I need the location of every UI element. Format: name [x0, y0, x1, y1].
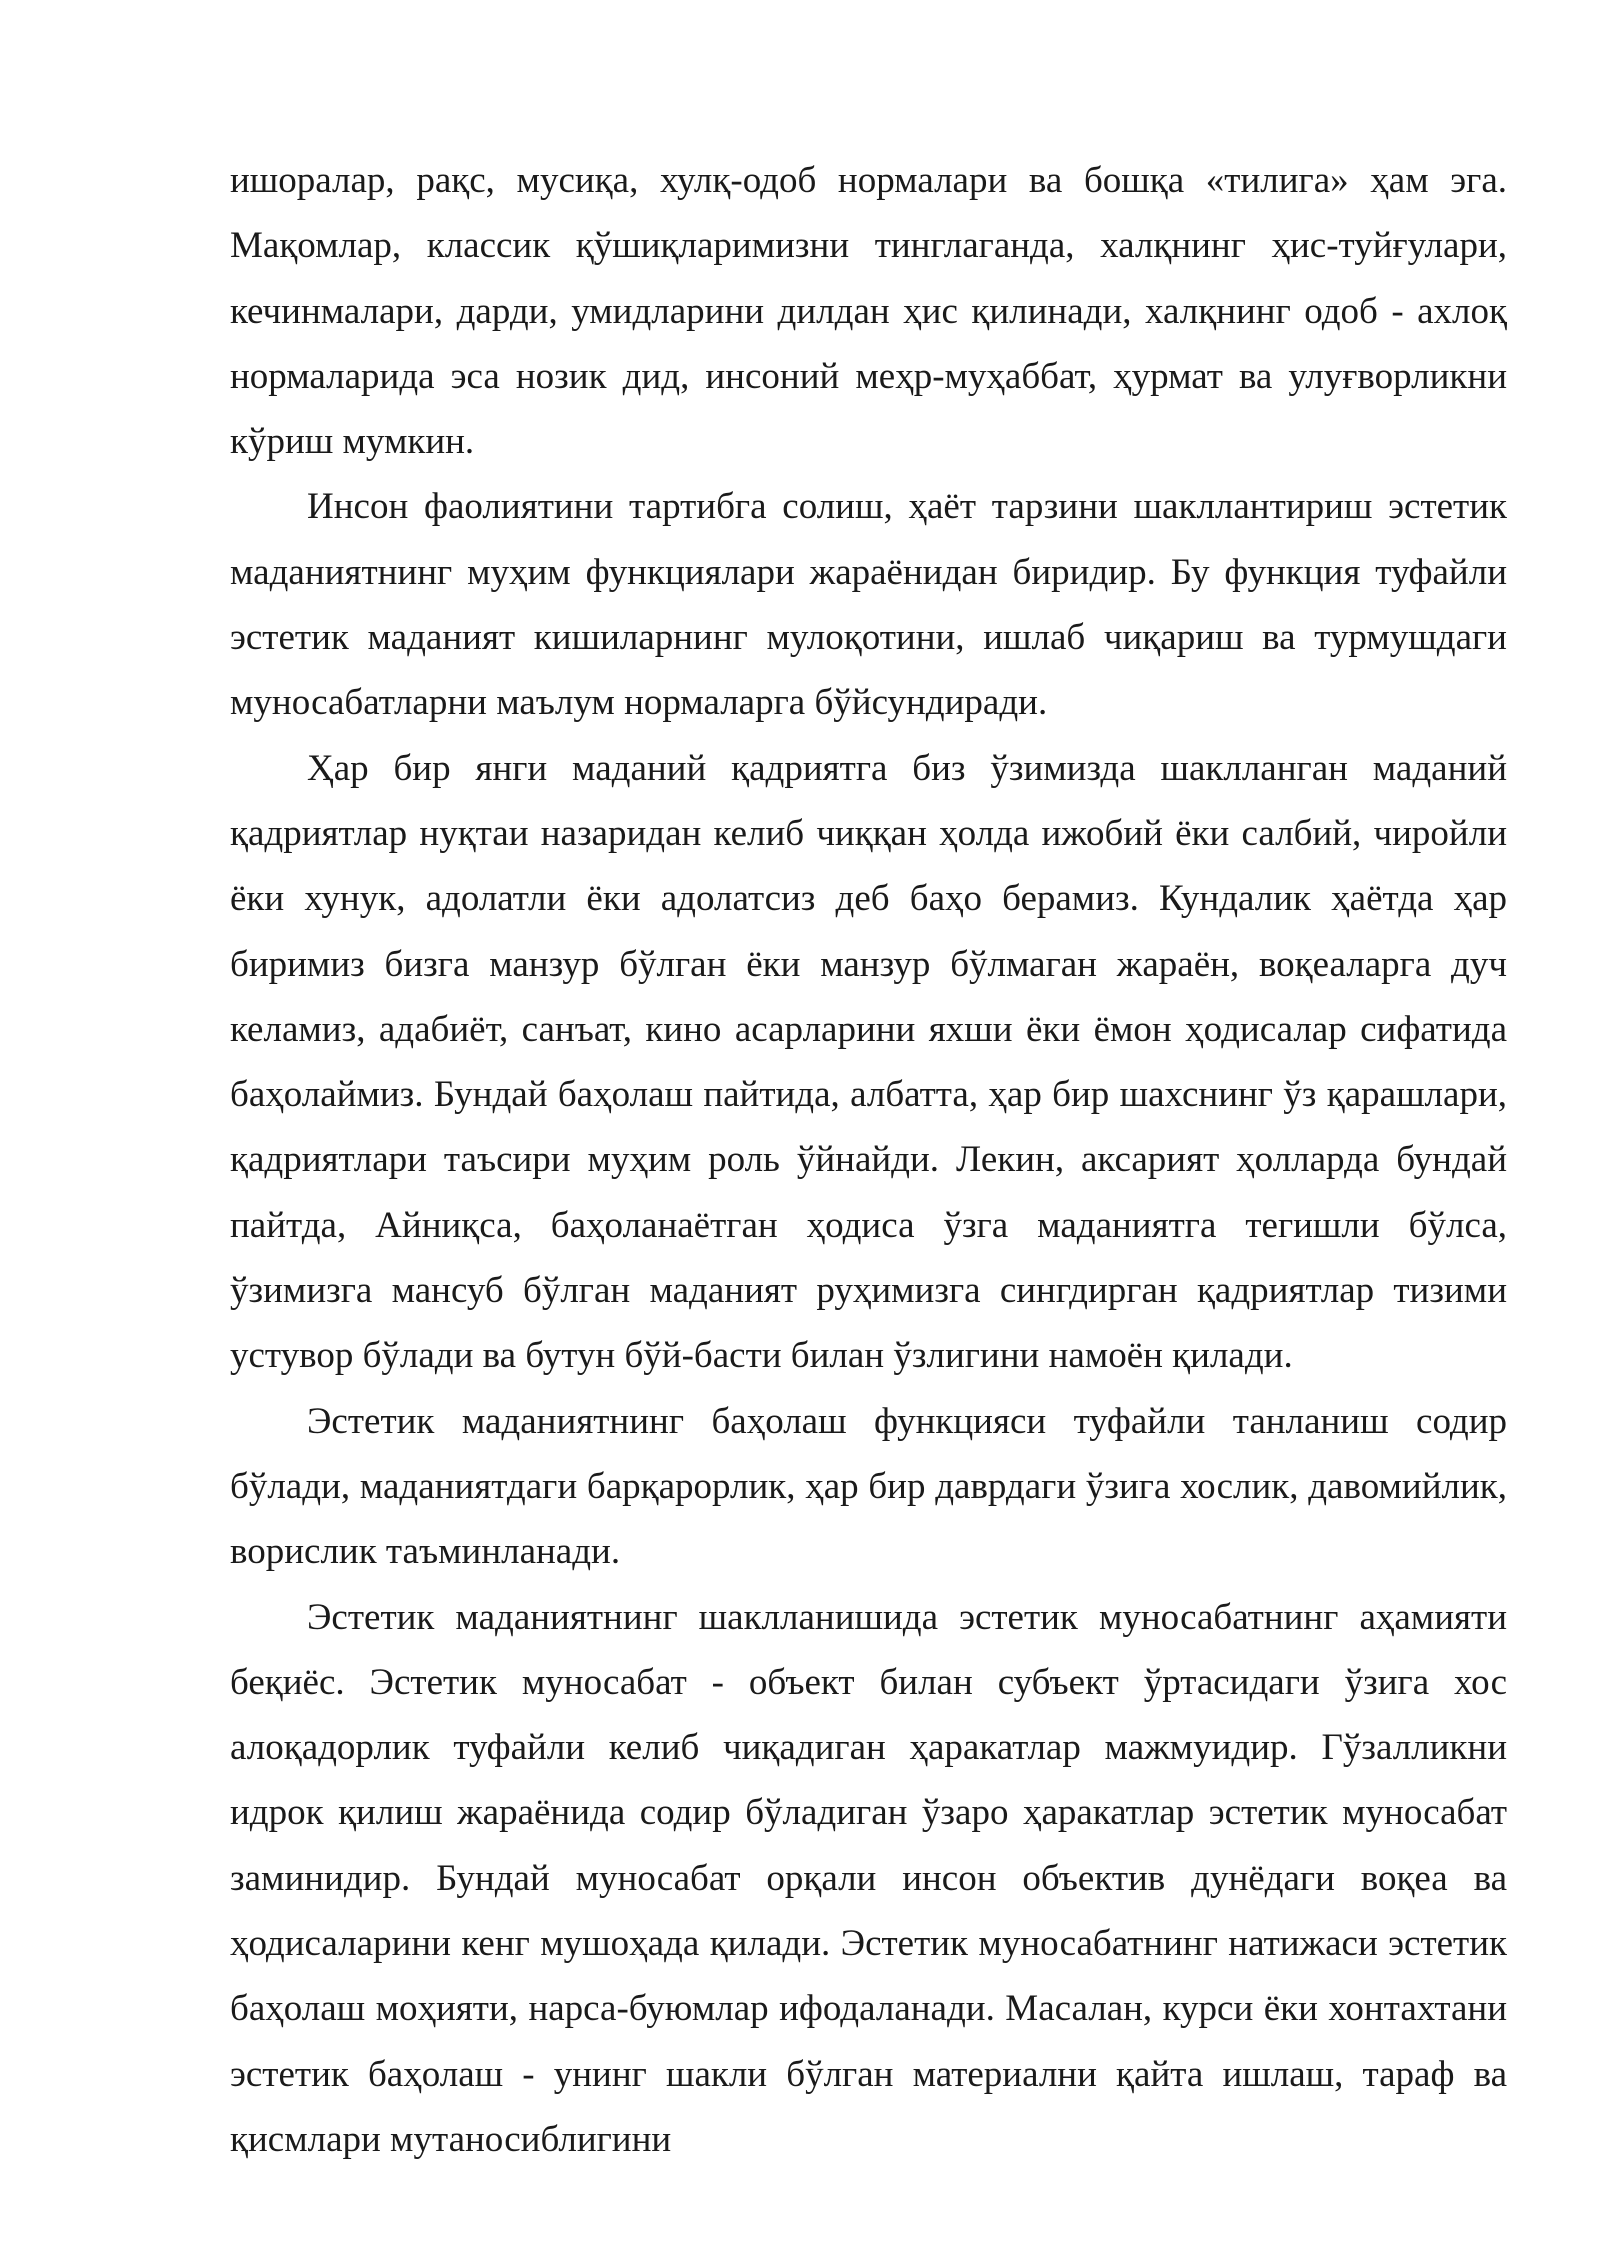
document-page: [230, 148, 1507, 2172]
paragraph-2: Инсон фаолиятини тартибга солиш, ҳаёт тарзини шакллантириш эстетик маданиятнинг муҳим функциялари жараёнидан биридир. Бу функция туфайли эстетик маданият кишиларнинг мулоқотини, ишлаб чиқариш ва турмушдаги муносабатларни маълум нормаларга бўйсундиради.: [230, 486, 1507, 724]
paragraph-5: Эстетик маданиятнинг шаклланишида эстетик муносабатнинг аҳамияти беқиёс. Эстетик муносабат - объект билан субъект ўртасидаги ўзига хос алоқадорлик туфайли келиб чиқадиган ҳаракатлар мажмуидир. Гўзалликни идрок қилиш жараёнида содир бўладиган ўзаро ҳаракатлар эстетик муносабат заминидир. Бундай муносабат орқали инсон объектив дунёдаги воқеа ва ҳодисаларини кенг мушоҳада қилади. Эстетик муносабатнинг натижаси эстетик баҳолаш моҳияти, нарса-буюмлар ифодаланади. Масалан, курси ёки хонтахтани эстетик баҳолаш - унинг шакли бўлган материални қайта ишлаш, тараф ва қисмлари мутаносиблигини: [230, 1596, 1507, 2160]
paragraph-1: ишоралар, рақс, мусиқа, хулқ-одоб нормалари ва бошқа «тилига» ҳам эга. Мақомлар, классик қўшиқларимизни тинглаганда, халқнинг ҳис-туйғулари, кечинмалари, дарди, умидларини дилдан ҳис қилинади, халқнинг одоб - ахлоқ нормаларида эса нозик дид, инсоний меҳр-муҳаббат, ҳурмат ва улуғворликни кўриш мумкин.: [230, 160, 1507, 463]
paragraph-4: Эстетик маданиятнинг баҳолаш функцияси туфайли танланиш содир бўлади, маданиятдаги барқарорлик, ҳар бир даврдаги ўзига хослик, давомийлик, ворислик таъминланади.: [230, 1400, 1507, 1573]
paragraph-3: Ҳар бир янги маданий қадриятга биз ўзимизда шаклланган маданий қадриятлар нуқтаи назаридан келиб чиққан ҳолда ижобий ёки салбий, чиройли ёки хунук, адолатли ёки адолатсиз деб баҳо берамиз. Кундалик ҳаётда ҳар биримиз бизга манзур бўлган ёки манзур бўлмаган жараён, воқеаларга дуч келамиз, адабиёт, санъат, кино асарларини яхши ёки ёмон ҳодисалар сифатида баҳолаймиз. Бундай баҳолаш пайтида, албатта, ҳар бир шахснинг ўз қарашлари, қадриятлари таъсири муҳим роль ўйнайди. Лекин, аксарият ҳолларда бундай пайтда, Айниқса, баҳоланаётган ҳодиса ўзга маданиятга тегишли бўлса, ўзимизга мансуб бўлган маданият руҳимизга сингдирган қадриятлар тизими устувор бўлади ва бутун бўй-басти билан ўзлигини намоён қилади.: [230, 747, 1507, 1377]
